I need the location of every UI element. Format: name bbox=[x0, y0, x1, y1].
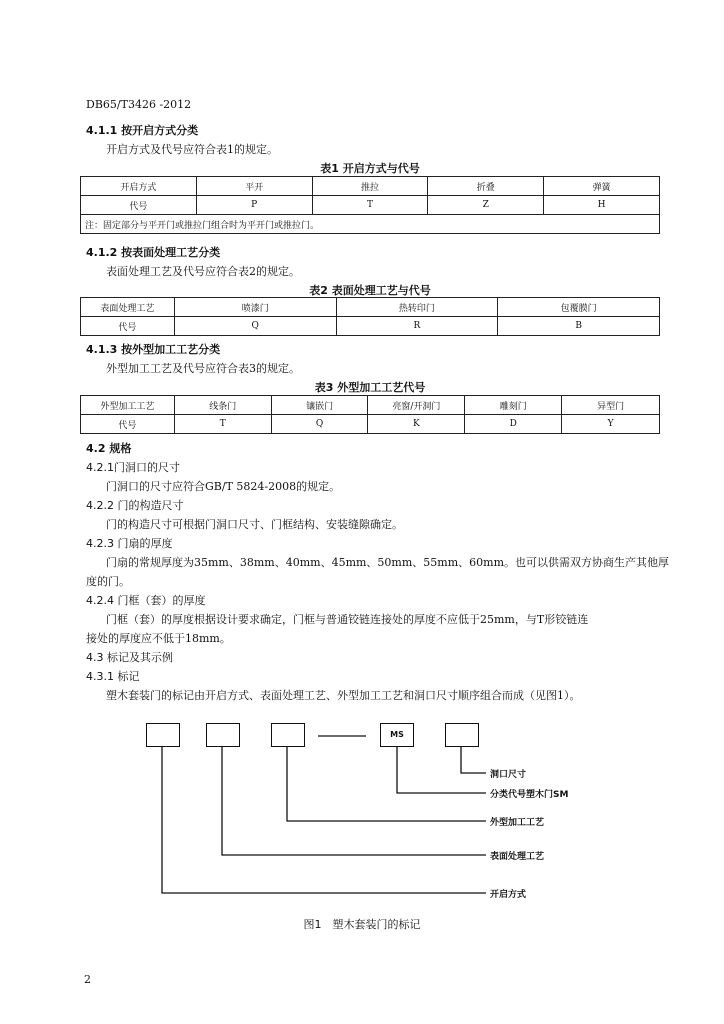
section-heading-4-2: 4.2 规格 bbox=[86, 442, 132, 455]
table-cell: 外型加工工艺 bbox=[81, 396, 175, 415]
table-cell: 亮窗/开洞门 bbox=[368, 396, 465, 415]
section-heading-4-3: 4.3 标记及其示例 bbox=[86, 651, 173, 664]
table-cell: 包覆膜门 bbox=[498, 298, 660, 317]
table-cell: Z bbox=[428, 196, 544, 215]
surface-treatment-box bbox=[206, 723, 240, 747]
table-cell: P bbox=[196, 196, 312, 215]
section-heading-4-1-2: 4.1.2 按表面处理工艺分类 bbox=[86, 246, 221, 259]
table-cell: 表面处理工艺 bbox=[81, 298, 175, 317]
table-cell: 镶嵌门 bbox=[271, 396, 368, 415]
table-cell: Q bbox=[174, 317, 336, 336]
table-cell: 代号 bbox=[81, 415, 175, 434]
table2-caption: 表2 表面处理工艺与代号 bbox=[309, 284, 431, 297]
section-text-4-2-3-line1: 门扇的常规厚度为35mm、38mm、40mm、45mm、50mm、55mm、60mm。也可以供需双方协商生产其他厚 bbox=[106, 556, 670, 569]
section-heading-4-2-4: 4.2.4 门框（套）的厚度 bbox=[86, 594, 206, 607]
table-cell: H bbox=[544, 196, 660, 215]
section-heading-4-3-1: 4.3.1 标记 bbox=[86, 670, 140, 683]
section-text-4-2-4-line1: 门框（套）的厚度根据设计要求确定，门框与普通铰链连接处的厚度不应低于25mm，与T形铰链连 bbox=[106, 613, 589, 626]
table-cell: 平开 bbox=[196, 177, 312, 196]
section-heading-4-2-2: 4.2.2 门的构造尺寸 bbox=[86, 499, 184, 512]
section-text-4-2-1: 门洞口的尺寸应符合GB/T 5824-2008的规定。 bbox=[106, 480, 341, 493]
opening-size-box bbox=[445, 723, 479, 747]
label-category-code: 分类代号塑木门SM bbox=[490, 790, 569, 800]
section-text-4-1-1: 开启方式及代号应符合表1的规定。 bbox=[106, 143, 278, 156]
opening-type-box bbox=[146, 723, 180, 747]
table-cell: 推拉 bbox=[312, 177, 428, 196]
section-heading-4-1-3: 4.1.3 按外型加工工艺分类 bbox=[86, 343, 221, 356]
table-cell: 异型门 bbox=[562, 396, 660, 415]
label-opening-type: 开启方式 bbox=[490, 890, 527, 900]
table-cell: 开启方式 bbox=[81, 177, 197, 196]
table-cell: 线条门 bbox=[174, 396, 271, 415]
page-number: 2 bbox=[84, 973, 91, 986]
table-cell: B bbox=[498, 317, 660, 336]
section-heading-4-1-1: 4.1.1 按开启方式分类 bbox=[86, 124, 199, 137]
label-opening-size: 洞口尺寸 bbox=[490, 770, 527, 780]
section-text-4-1-2: 表面处理工艺及代号应符合表2的规定。 bbox=[106, 265, 300, 278]
table-cell: D bbox=[465, 415, 562, 434]
section-text-4-2-4-line2: 接处的厚度应不低于18mm。 bbox=[86, 632, 231, 645]
table-cell: 代号 bbox=[81, 317, 175, 336]
table-cell: 折叠 bbox=[428, 177, 544, 196]
table-cell: 喷漆门 bbox=[174, 298, 336, 317]
section-heading-4-2-3: 4.2.3 门扇的厚度 bbox=[86, 537, 173, 550]
section-heading-4-2-1: 4.2.1门洞口的尺寸 bbox=[86, 461, 180, 474]
section-text-4-1-3: 外型加工工艺及代号应符合表3的规定。 bbox=[106, 362, 300, 375]
leader-line bbox=[461, 747, 486, 773]
leader-line bbox=[222, 747, 486, 855]
table-note: 注：固定部分与平开门或推拉门组合时为平开门或推拉门。 bbox=[81, 215, 660, 234]
shape-process-box bbox=[271, 723, 305, 747]
section-text-4-2-3-line2: 度的门。 bbox=[86, 575, 130, 588]
document-id: DB65/T3426 -2012 bbox=[86, 98, 192, 111]
leader-line bbox=[287, 747, 486, 821]
table-cell: T bbox=[174, 415, 271, 434]
label-shape-process: 外型加工工艺 bbox=[490, 818, 545, 828]
table-cell: R bbox=[336, 317, 498, 336]
table3-caption: 表3 外型加工工艺代号 bbox=[314, 381, 426, 394]
table-cell: Y bbox=[562, 415, 660, 434]
section-text-4-2-2: 门的构造尺寸可根据门洞口尺寸、门框结构、安装缝隙确定。 bbox=[106, 518, 403, 531]
table-cell: 弹簧 bbox=[544, 177, 660, 196]
table-cell: K bbox=[368, 415, 465, 434]
leader-line bbox=[162, 747, 486, 893]
table-cell: 代号 bbox=[81, 196, 197, 215]
table-cell: Q bbox=[271, 415, 368, 434]
leader-line bbox=[397, 747, 486, 793]
label-surface-treatment: 表面处理工艺 bbox=[490, 852, 545, 862]
figure-caption: 图1 塑木套装门的标记 bbox=[303, 918, 421, 931]
table1-caption: 表1 开启方式与代号 bbox=[320, 162, 420, 175]
table-cell: 雕刻门 bbox=[465, 396, 562, 415]
table-cell: T bbox=[312, 196, 428, 215]
table-cell: 热转印门 bbox=[336, 298, 498, 317]
section-text-4-3-1: 塑木套装门的标记由开启方式、表面处理工艺、外型加工工艺和洞口尺寸顺序组合而成（见图1）。 bbox=[106, 689, 581, 702]
category-code-box: MS bbox=[380, 723, 414, 747]
